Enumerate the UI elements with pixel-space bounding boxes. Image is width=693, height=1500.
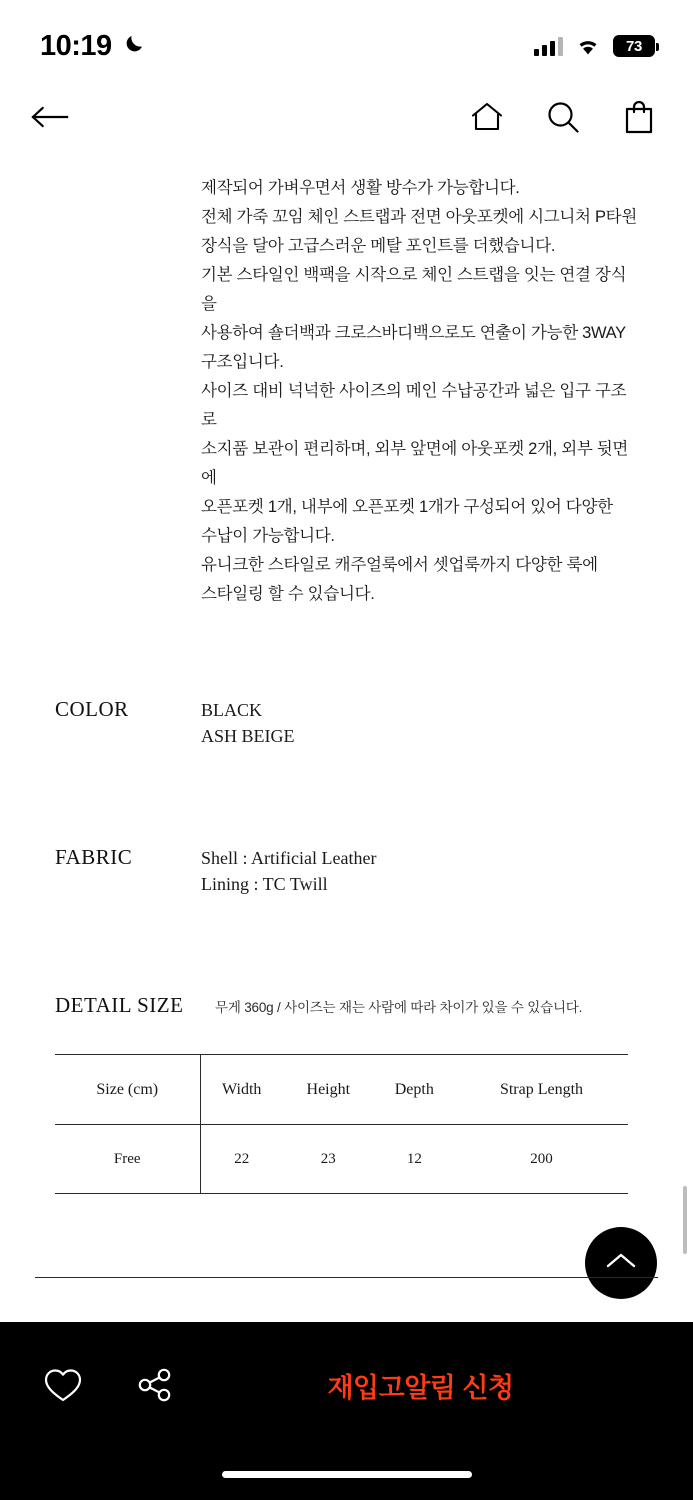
spec-fabric-values xyxy=(201,845,376,897)
fabric-line: Lining : TC Twill xyxy=(201,874,328,894)
spec-color-label: COLOR xyxy=(55,697,129,721)
bottom-action-bar xyxy=(0,1322,693,1500)
product-description xyxy=(55,174,638,609)
spec-detail-size-note: 무게 360g / 사이즈는 재는 사람에 따라 차이가 있을 수 있습니다. xyxy=(215,1000,583,1015)
size-table-header-cell: Height xyxy=(306,1081,351,1098)
home-indicator xyxy=(222,1471,472,1478)
description-line: 기본 스타일인 백팩을 시작으로 체인 스트랩을 잇는 연결 장식을 xyxy=(201,266,627,313)
nav-actions xyxy=(467,97,663,137)
spec-fabric-label: FABRIC xyxy=(55,845,133,869)
search-icon[interactable] xyxy=(543,97,583,137)
spec-fabric xyxy=(55,845,638,897)
product-detail-content xyxy=(0,174,693,1194)
spec-color xyxy=(55,697,638,749)
battery-level: 73 xyxy=(625,37,643,55)
fabric-line: Shell : Artificial Leather xyxy=(201,848,377,868)
spec-detail-size-label: DETAIL SIZE xyxy=(55,993,184,1017)
description-line: 유니크한 스타일로 캐주얼룩에서 셋업룩까지 다양한 룩에 xyxy=(201,556,598,574)
description-line: 제작되어 가벼우면서 생활 방수가 가능합니다. xyxy=(201,179,520,197)
size-table-cell: 22 xyxy=(234,1151,250,1167)
status-bar-left xyxy=(40,30,146,63)
arrow-left-icon[interactable] xyxy=(30,97,70,137)
table-row xyxy=(55,1125,628,1194)
spec-detail-size xyxy=(55,993,638,1018)
cellular-signal-icon xyxy=(534,36,563,56)
size-table-header-cell: Size (cm) xyxy=(55,1055,200,1125)
size-table-header-cell: Width xyxy=(222,1081,262,1098)
battery-indicator xyxy=(613,35,655,57)
description-line: 스타일링 할 수 있습니다. xyxy=(201,585,375,603)
size-table-header-cell: Depth xyxy=(394,1081,434,1098)
scroll-to-top-button[interactable] xyxy=(585,1227,657,1299)
status-bar-right xyxy=(534,35,655,57)
chevron-up-icon xyxy=(604,1250,638,1277)
home-icon[interactable] xyxy=(467,97,507,137)
size-table-cell: 23 xyxy=(320,1151,336,1167)
spec-color-values xyxy=(201,697,295,749)
description-line: 수납이 가능합니다. xyxy=(201,527,335,545)
crescent-moon-icon xyxy=(122,32,146,61)
size-table-cell: Free xyxy=(55,1125,200,1194)
description-line: 사이즈 대비 넉넉한 사이즈의 메인 수납공간과 넓은 입구 구조로 xyxy=(201,382,627,429)
size-table-header-row xyxy=(55,1055,628,1125)
size-table-header-cell: Strap Length xyxy=(499,1081,584,1098)
color-option: ASH BEIGE xyxy=(201,726,295,746)
description-line: 소지품 보관이 편리하며, 외부 앞면에 아웃포켓 2개, 외부 뒷면에 xyxy=(201,440,629,487)
heart-icon[interactable] xyxy=(42,1366,84,1409)
wifi-icon xyxy=(575,37,601,56)
description-line: 오픈포켓 1개, 내부에 오픈포켓 1개가 구성되어 있어 다양한 xyxy=(201,498,613,516)
shopping-bag-icon[interactable] xyxy=(619,97,659,137)
share-icon[interactable] xyxy=(134,1366,176,1409)
size-table-cell: 200 xyxy=(530,1151,553,1167)
navigation-bar xyxy=(0,74,693,160)
size-table-cell: 12 xyxy=(406,1151,422,1167)
size-table xyxy=(55,1054,628,1194)
description-line: 전체 가죽 꼬임 체인 스트랩과 전면 아웃포켓에 시그니처 P타원 xyxy=(201,208,637,226)
scrollbar[interactable] xyxy=(683,1186,687,1254)
status-bar xyxy=(0,0,693,74)
section-divider xyxy=(35,1277,658,1278)
description-line: 구조입니다. xyxy=(201,353,284,371)
restock-alert-button[interactable]: 재입고알림 신청 xyxy=(327,1373,514,1403)
color-option: BLACK xyxy=(201,700,263,720)
description-line: 사용하여 숄더백과 크로스바디백으로도 연출이 가능한 3WAY xyxy=(201,324,626,342)
bottom-bar-icons xyxy=(0,1366,176,1409)
status-time: 10:19 xyxy=(40,29,112,62)
description-line: 장식을 달아 고급스러운 메탈 포인트를 더했습니다. xyxy=(201,237,556,255)
